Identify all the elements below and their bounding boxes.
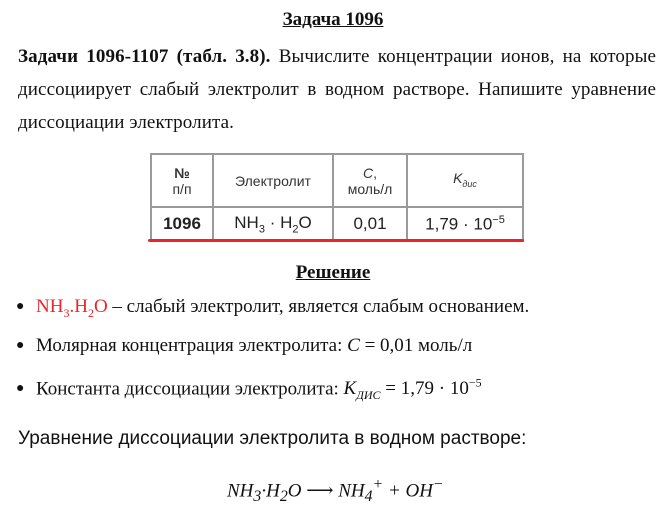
task-text: Вычислите концентрации ионов, на которые диссоциирует слабый электролит в водном растворе. Напишите уравнение диссоциации электролита. <box>18 46 656 133</box>
header-number: № п/п <box>151 154 213 207</box>
solution-title: Решение <box>295 262 371 283</box>
data-table <box>150 153 524 242</box>
formula-highlight: $NH_3.H_2O$ <box>36 296 108 320</box>
equation-intro: Уравнение диссоциации электролита в водном растворе: <box>18 428 527 449</box>
cell-constant: $1,79 \cdot 10^{-5}$ <box>407 207 523 241</box>
header-concentration: С, моль/л <box>333 154 407 207</box>
bullet-dot: ● <box>16 381 25 397</box>
bullet-dot: ● <box>16 299 25 314</box>
bullet-concentration <box>16 335 472 357</box>
bullet-3-text: Константа диссоциации электролита: <box>36 378 344 400</box>
header-constant: $K_{дис}$ <box>407 154 523 207</box>
cell-electrolyte: $NH_3 \cdot H_2O$ <box>213 207 333 241</box>
highlight-underline <box>148 239 524 242</box>
bullet-constant <box>16 376 482 403</box>
task-statement <box>18 40 656 139</box>
task-title: Задача 1096 <box>282 9 384 30</box>
dissociation-reaction: $NH_3\cdot H_2O$ ⟶ $NH_4^+ + OH^-$ <box>227 476 444 506</box>
bullet-electrolyte <box>16 296 529 321</box>
bullet-1-text: – слабый электролит, является слабым основанием. <box>107 296 530 317</box>
header-electrolyte: Электролит <box>213 154 333 207</box>
constant-value: $K_{ДИС} = 1,79 \cdot 10^{-5}$ <box>343 376 482 403</box>
bullet-dot: ● <box>16 338 25 353</box>
bullet-2-text: Молярная концентрация электролита: <box>36 335 348 356</box>
cell-concentration: 0,01 <box>333 207 407 241</box>
concentration-value: C = 0,01 моль/л <box>347 335 473 356</box>
task-range-label: Задачи 1096-1107 (табл. 3.8). <box>18 46 271 67</box>
cell-number: 1096 <box>151 207 213 241</box>
